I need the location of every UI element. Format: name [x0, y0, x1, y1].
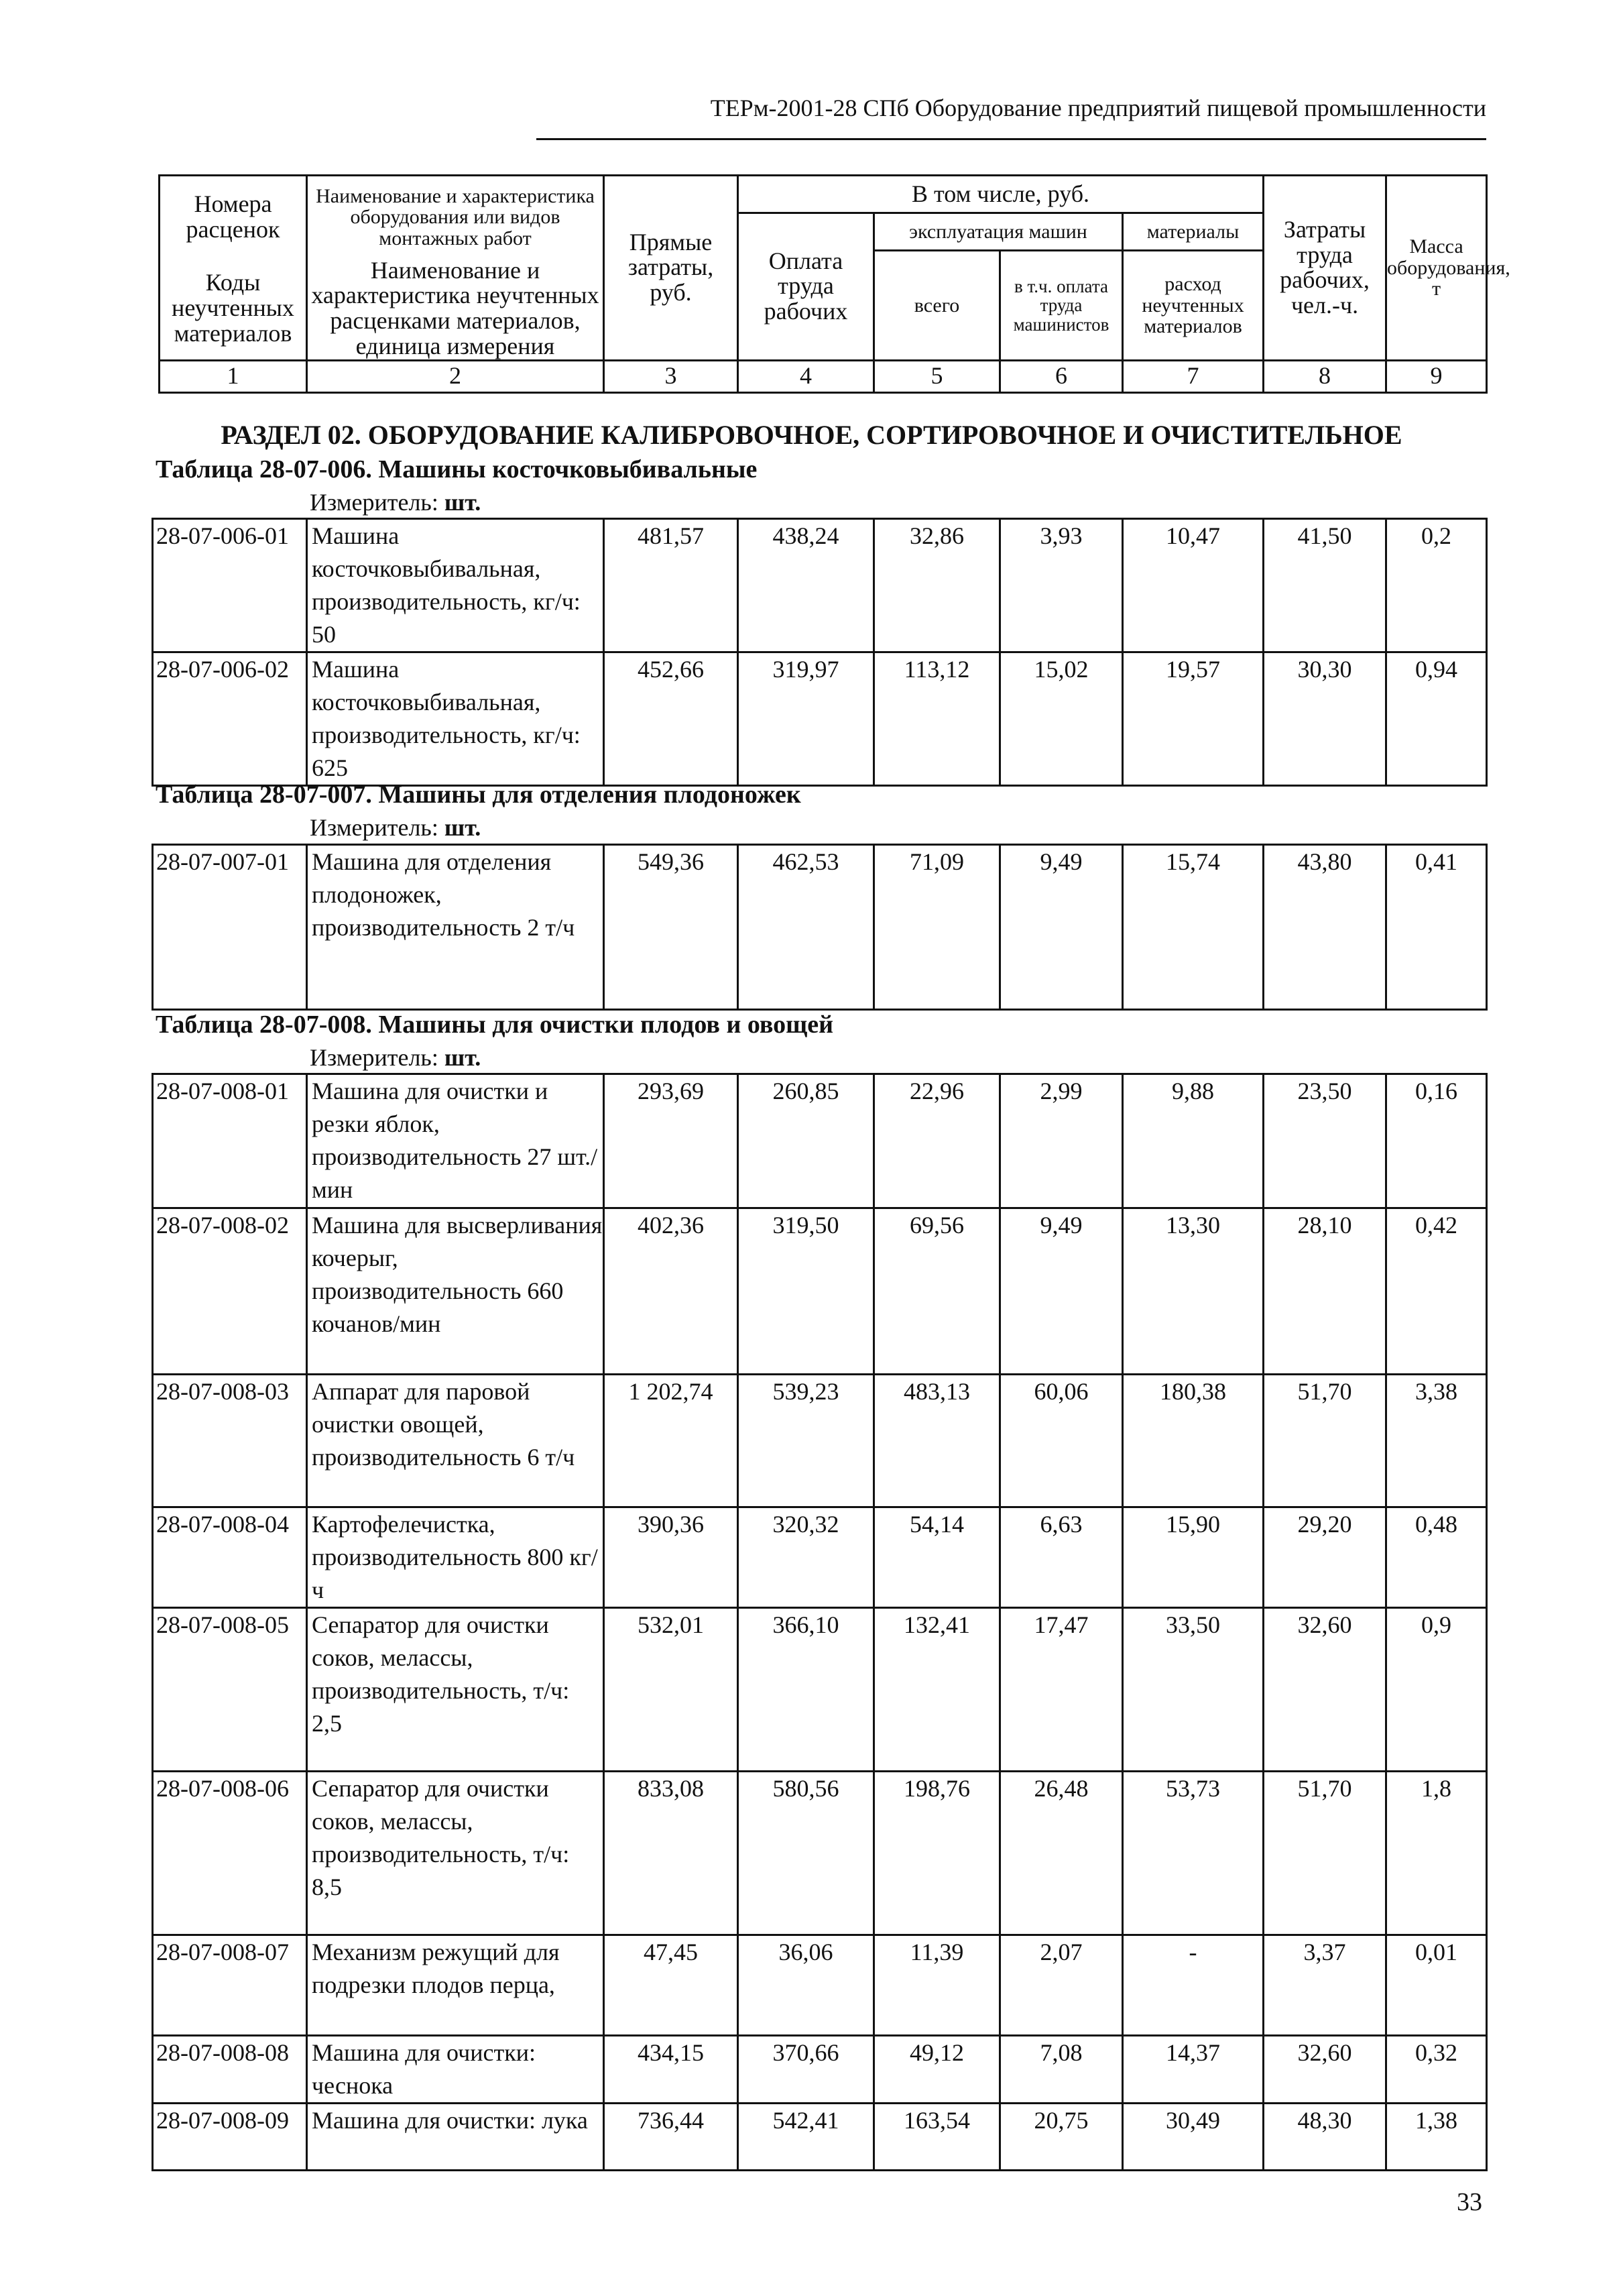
machinist-pay: 15,02 [1000, 652, 1123, 786]
direct-cost: 1 202,74 [604, 1375, 738, 1507]
materials: - [1123, 1935, 1264, 2036]
machinist-pay: 60,06 [1000, 1375, 1123, 1507]
mass: 0,94 [1386, 652, 1487, 786]
header-col-codes: Коды неучтенных материалов [160, 258, 307, 361]
rate-code: 28-07-008-06 [153, 1772, 307, 1935]
machines-total: 11,39 [874, 1935, 1000, 2036]
labor-cost: 48,30 [1264, 2104, 1386, 2171]
table-row [153, 1375, 1487, 1507]
materials: 19,57 [1123, 652, 1264, 786]
machines-total: 54,14 [874, 1507, 1000, 1608]
labor-pay: 580,56 [738, 1772, 874, 1935]
header-col-name-top: Наименование и характеристика оборудования или видов монтажных работ [307, 176, 604, 258]
rate-name: Аппарат для паровой очистки овощей, производительность 6 т/ч [307, 1375, 604, 1507]
labor-pay: 462,53 [738, 845, 874, 1010]
materials: 53,73 [1123, 1772, 1264, 1935]
labor-pay: 319,97 [738, 652, 874, 786]
mass: 0,42 [1386, 1208, 1487, 1375]
rate-name: Сепаратор для очистки соков, мелассы, производительность, т/ч: 2,5 [307, 1608, 604, 1772]
direct-cost: 47,45 [604, 1935, 738, 2036]
mass: 1,8 [1386, 1772, 1487, 1935]
materials: 30,49 [1123, 2104, 1264, 2171]
header-col-machinist-pay: в т.ч. оплата труда машинистов [1000, 251, 1123, 361]
table-row [153, 519, 1487, 652]
header-col-name-bottom: Наименование и характеристика неучтенных расценками материалов, единица измерения [307, 258, 604, 361]
labor-cost: 28,10 [1264, 1208, 1386, 1375]
page-number: 33 [1457, 2188, 1482, 2216]
labor-cost: 3,37 [1264, 1935, 1386, 2036]
table-row [153, 652, 1487, 786]
measure-line: Измеритель: шт. [310, 1044, 481, 1071]
rate-name: Машина для отделения плодоножек, производительность 2 т/ч [307, 845, 604, 1010]
direct-cost: 402,36 [604, 1208, 738, 1375]
mass: 0,2 [1386, 519, 1487, 652]
table-caption: Таблица 28-07-008. Машины для очистки плодов и овощей [156, 1011, 834, 1039]
direct-cost: 390,36 [604, 1507, 738, 1608]
machinist-pay: 6,63 [1000, 1507, 1123, 1608]
rate-name: Машина для очистки и резки яблок, производительность 27 шт./мин [307, 1074, 604, 1208]
data-table [152, 518, 1488, 787]
direct-cost: 481,57 [604, 519, 738, 652]
rate-code: 28-07-008-04 [153, 1507, 307, 1608]
running-head-rule [536, 138, 1486, 140]
index-cell: 7 [1123, 360, 1264, 392]
machinist-pay: 2,07 [1000, 1935, 1123, 2036]
machines-total: 163,54 [874, 2104, 1000, 2171]
machinist-pay: 9,49 [1000, 845, 1123, 1010]
measure-line: Измеритель: шт. [310, 489, 481, 516]
machines-total: 22,96 [874, 1074, 1000, 1208]
table-row [153, 1772, 1487, 1935]
table-row [153, 1507, 1487, 1608]
rate-name: Машина косточковыбивальная, производительность, кг/ч: 50 [307, 519, 604, 652]
labor-pay: 370,66 [738, 2036, 874, 2104]
header-col-machines-total: всего [874, 251, 1000, 361]
mass: 0,41 [1386, 845, 1487, 1010]
header-col-mass: Масса оборудования, т [1386, 176, 1487, 361]
labor-cost: 23,50 [1264, 1074, 1386, 1208]
rate-code: 28-07-008-07 [153, 1935, 307, 2036]
index-cell: 5 [874, 360, 1000, 392]
labor-cost: 30,30 [1264, 652, 1386, 786]
data-table [152, 1073, 1488, 2171]
machines-total: 132,41 [874, 1608, 1000, 1772]
materials: 9,88 [1123, 1074, 1264, 1208]
data-table [152, 844, 1488, 1011]
table-row [153, 2036, 1487, 2104]
rate-code: 28-07-006-01 [153, 519, 307, 652]
labor-pay: 539,23 [738, 1375, 874, 1507]
mass: 0,48 [1386, 1507, 1487, 1608]
mass: 3,38 [1386, 1375, 1487, 1507]
direct-cost: 532,01 [604, 1608, 738, 1772]
rate-code: 28-07-008-09 [153, 2104, 307, 2171]
rate-name: Машина для высверливания кочерыг, производительность 660 кочанов/мин [307, 1208, 604, 1375]
machines-total: 32,86 [874, 519, 1000, 652]
mass: 1,38 [1386, 2104, 1487, 2171]
table-row [153, 1074, 1487, 1208]
materials: 13,30 [1123, 1208, 1264, 1375]
direct-cost: 293,69 [604, 1074, 738, 1208]
header-col-numbers: Номера расценок [160, 176, 307, 258]
rate-code: 28-07-007-01 [153, 845, 307, 1010]
table-row [153, 845, 1487, 1010]
labor-pay: 366,10 [738, 1608, 874, 1772]
table-row [153, 1208, 1487, 1375]
direct-cost: 736,44 [604, 2104, 738, 2171]
table-header [158, 174, 1510, 394]
labor-cost: 51,70 [1264, 1772, 1386, 1935]
materials: 10,47 [1123, 519, 1264, 652]
materials: 14,37 [1123, 2036, 1264, 2104]
machinist-pay: 3,93 [1000, 519, 1123, 652]
labor-pay: 320,32 [738, 1507, 874, 1608]
direct-cost: 452,66 [604, 652, 738, 786]
rate-name: Механизм режущий для подрезки плодов перца, [307, 1935, 604, 2036]
materials: 33,50 [1123, 1608, 1264, 1772]
rate-code: 28-07-008-01 [153, 1074, 307, 1208]
machinist-pay: 20,75 [1000, 2104, 1123, 2171]
index-cell: 2 [307, 360, 604, 392]
mass: 0,9 [1386, 1608, 1487, 1772]
index-cell: 1 [160, 360, 307, 392]
header-col-labor-pay: Оплата труда рабочих [738, 213, 874, 361]
machinist-pay: 9,49 [1000, 1208, 1123, 1375]
labor-cost: 29,20 [1264, 1507, 1386, 1608]
header-group-incl: В том числе, руб. [738, 176, 1264, 213]
direct-cost: 549,36 [604, 845, 738, 1010]
machines-total: 71,09 [874, 845, 1000, 1010]
table-row [153, 2104, 1487, 2171]
rate-code: 28-07-008-02 [153, 1208, 307, 1375]
machinist-pay: 7,08 [1000, 2036, 1123, 2104]
index-cell: 3 [604, 360, 738, 392]
header-group-machines: эксплуатация машин [874, 213, 1123, 251]
rate-name: Машина для очистки: лука [307, 2104, 604, 2171]
labor-pay: 438,24 [738, 519, 874, 652]
table-caption: Таблица 28-07-006. Машины косточковыбивальные [156, 455, 758, 483]
labor-cost: 32,60 [1264, 2036, 1386, 2104]
rate-code: 28-07-008-08 [153, 2036, 307, 2104]
direct-cost: 833,08 [604, 1772, 738, 1935]
table-caption: Таблица 28-07-007. Машины для отделения плодоножек [156, 781, 801, 809]
labor-pay: 319,50 [738, 1208, 874, 1375]
labor-cost: 51,70 [1264, 1375, 1386, 1507]
rate-name: Машина косточковыбивальная, производительность, кг/ч: 625 [307, 652, 604, 786]
rate-name: Сепаратор для очистки соков, мелассы, производительность, т/ч: 8,5 [307, 1772, 604, 1935]
rate-code: 28-07-006-02 [153, 652, 307, 786]
rate-code: 28-07-008-05 [153, 1608, 307, 1772]
labor-cost: 41,50 [1264, 519, 1386, 652]
labor-pay: 542,41 [738, 2104, 874, 2171]
materials: 15,90 [1123, 1507, 1264, 1608]
materials: 180,38 [1123, 1375, 1264, 1507]
table-row [153, 1608, 1487, 1772]
table-row [153, 1935, 1487, 2036]
rate-name: Картофелечистка, производительность 800 кг/ч [307, 1507, 604, 1608]
materials: 15,74 [1123, 845, 1264, 1010]
direct-cost: 434,15 [604, 2036, 738, 2104]
index-cell: 8 [1264, 360, 1386, 392]
header-col-labor-cost: Затраты труда рабочих, чел.-ч. [1264, 176, 1386, 361]
labor-cost: 43,80 [1264, 845, 1386, 1010]
index-cell: 6 [1000, 360, 1123, 392]
machinist-pay: 26,48 [1000, 1772, 1123, 1935]
section-title: РАЗДЕЛ 02. ОБОРУДОВАНИЕ КАЛИБРОВОЧНОЕ, СОРТИРОВОЧНОЕ И ОЧИСТИТЕЛЬНОЕ [221, 420, 1402, 450]
machines-total: 198,76 [874, 1772, 1000, 1935]
mass: 0,01 [1386, 1935, 1487, 2036]
header-col-material-use: расход неучтенных материалов [1123, 251, 1264, 361]
header-group-materials: материалы [1123, 213, 1264, 251]
machines-total: 49,12 [874, 2036, 1000, 2104]
labor-pay: 260,85 [738, 1074, 874, 1208]
mass: 0,16 [1386, 1074, 1487, 1208]
index-cell: 9 [1386, 360, 1487, 392]
header-col-direct: Прямые затраты, руб. [604, 176, 738, 361]
machines-total: 483,13 [874, 1375, 1000, 1507]
machinist-pay: 2,99 [1000, 1074, 1123, 1208]
machines-total: 113,12 [874, 652, 1000, 786]
mass: 0,32 [1386, 2036, 1487, 2104]
running-head: ТЕРм-2001-28 СПб Оборудование предприятий пищевой промышленности [710, 95, 1486, 121]
rate-code: 28-07-008-03 [153, 1375, 307, 1507]
labor-pay: 36,06 [738, 1935, 874, 2036]
rate-name: Машина для очистки: чеснока [307, 2036, 604, 2104]
machines-total: 69,56 [874, 1208, 1000, 1375]
machinist-pay: 17,47 [1000, 1608, 1123, 1772]
measure-line: Измеритель: шт. [310, 814, 481, 841]
index-cell: 4 [738, 360, 874, 392]
labor-cost: 32,60 [1264, 1608, 1386, 1772]
